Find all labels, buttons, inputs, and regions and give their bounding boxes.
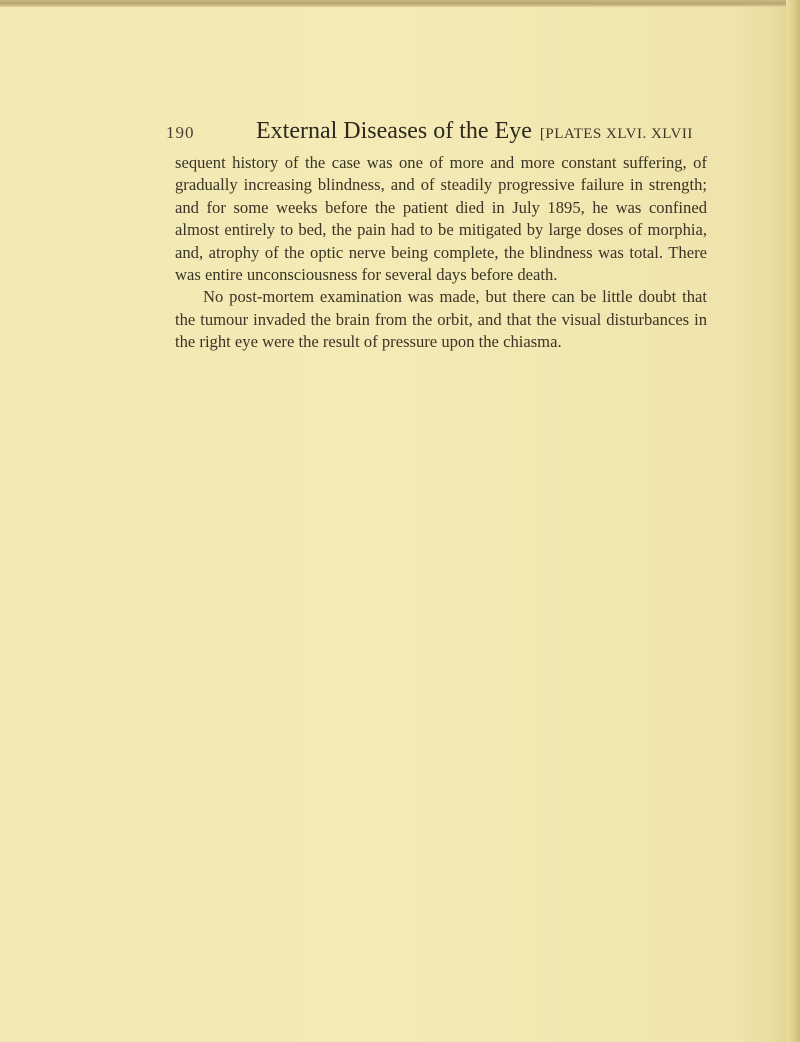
book-title: External Diseases of the Eye <box>256 118 532 144</box>
page-number: 190 <box>166 123 195 142</box>
page-right-edge <box>786 0 800 1042</box>
page-top-edge <box>0 0 800 7</box>
running-header <box>166 118 706 152</box>
paragraph: No post-mortem examination was made, but there can be little doubt that the tumour invaded the brain from the orbit, and that the visual disturbances in the right eye were the result of pressure upon the chiasma. <box>175 287 707 352</box>
plates-reference: [PLATES XLVI. XLVII <box>539 126 693 142</box>
body-text <box>175 152 707 354</box>
paragraph-continued: sequent history of the case was one of more and more constant suffering, of gradually increasing blindness, and of steadily progressive failure in strength; and for some weeks before the patient died in July 1895, he was confined almost entirely to bed, the pain had to be mitigated by large doses of morphia, and, atrophy of the optic nerve being complete, the blindness was total. There was entire unconsciousness for several days before death. <box>175 153 707 285</box>
